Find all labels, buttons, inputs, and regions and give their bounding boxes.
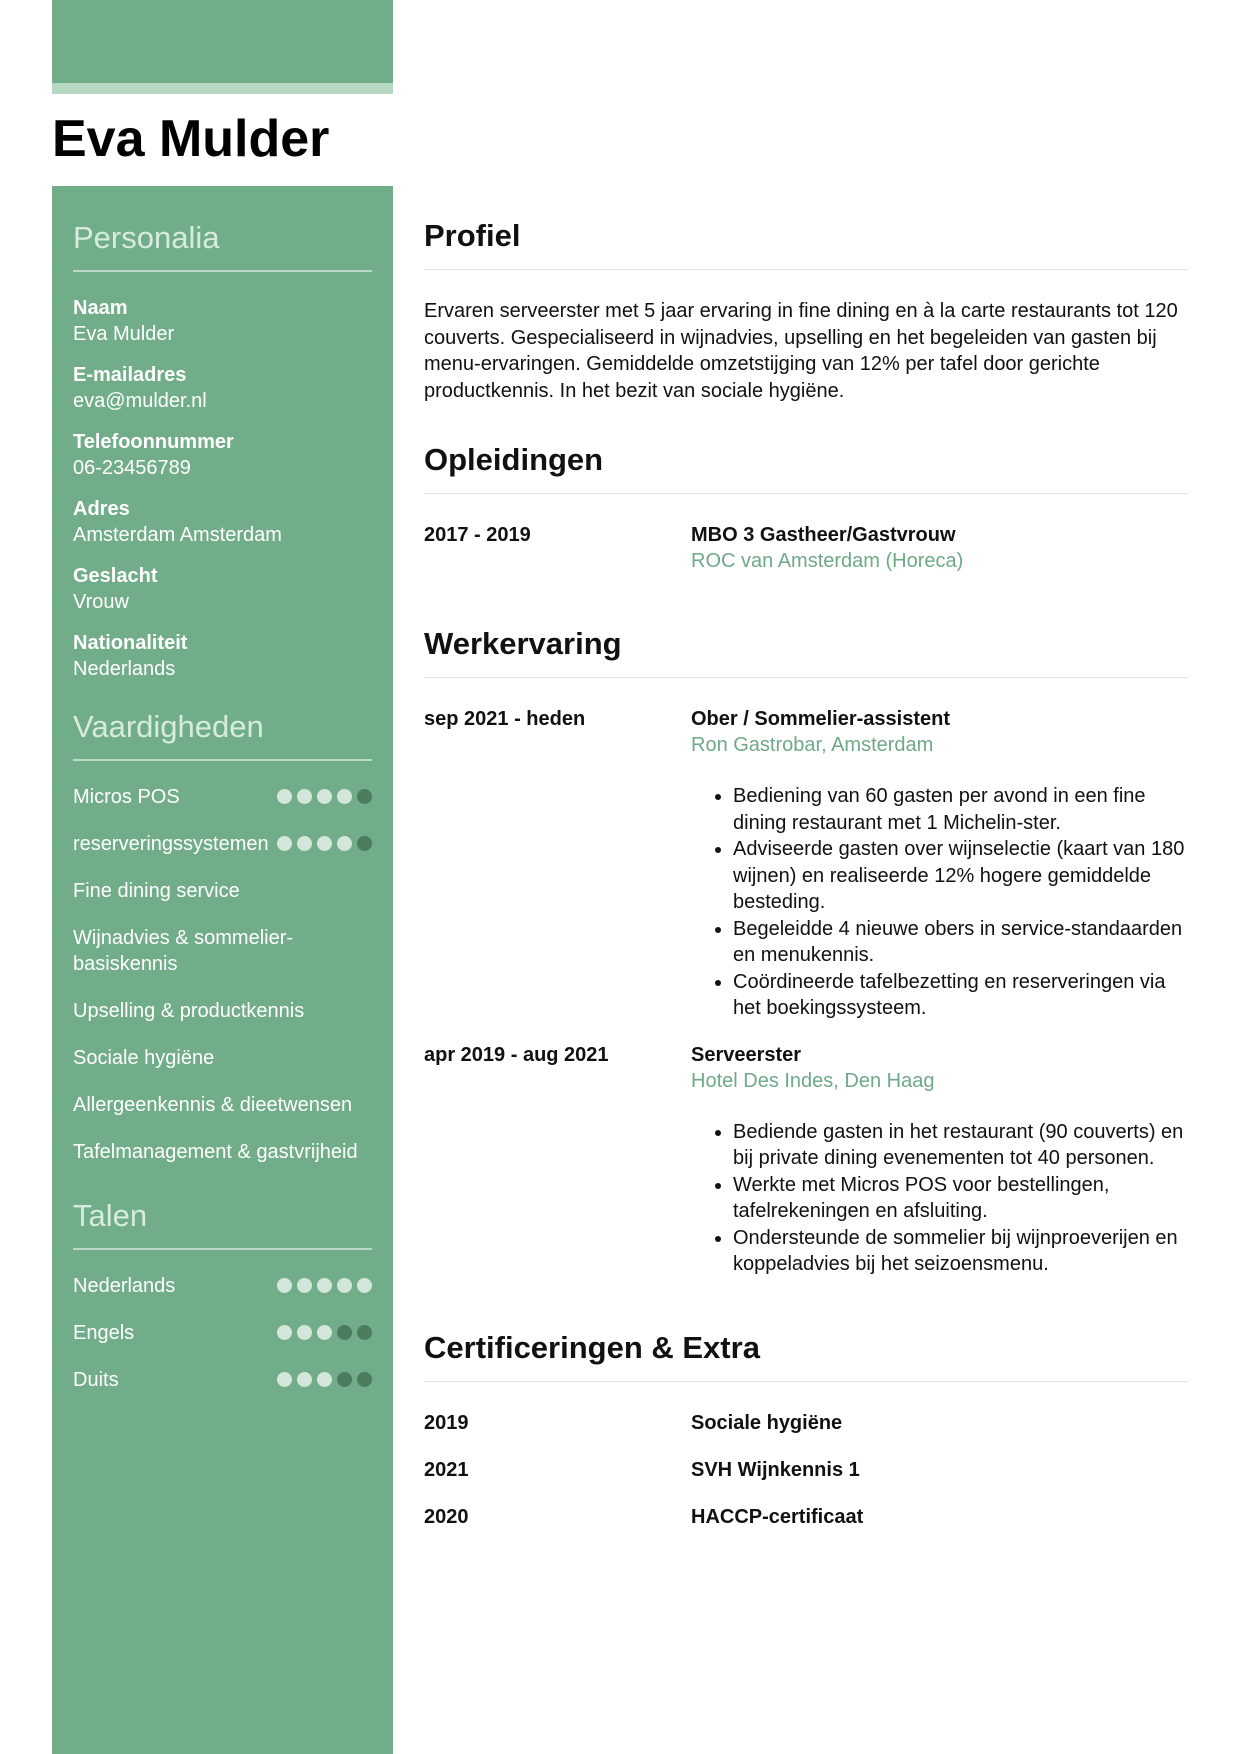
rating-dot-filled	[277, 1325, 292, 1340]
field-value: 06-23456789	[73, 457, 191, 479]
certification-year: 2020	[424, 1505, 469, 1528]
personalia-divider	[73, 270, 372, 272]
entry-title: MBO 3 Gastheer/Gastvrouw	[691, 524, 956, 546]
rating-dot-filled	[357, 1278, 372, 1293]
main-content	[424, 186, 1188, 1551]
entry-subtitle: Hotel Des Indes, Den Haag	[691, 1069, 935, 1092]
header-accent-bar	[52, 0, 393, 83]
rating-dot-filled	[317, 789, 332, 804]
entry-subtitle: Ron Gastrobar, Amsterdam	[691, 734, 934, 756]
rating-dot-filled	[277, 836, 292, 851]
certification-title: Sociale hygiëne	[691, 1411, 843, 1434]
field-value: eva@mulder.nl	[73, 390, 207, 412]
entry-title: Serveerster	[691, 1043, 802, 1066]
certification-title: SVH Wijnkennis 1	[691, 1458, 860, 1481]
skill-item	[73, 998, 372, 1024]
field-name	[73, 295, 372, 347]
skill-item	[73, 831, 372, 857]
field-label: Nationaliteit	[73, 632, 188, 654]
language-item	[73, 1367, 372, 1393]
rating-dot-filled	[337, 789, 352, 804]
skills-heading: Vaardigheden	[73, 709, 264, 744]
skill-item	[73, 878, 372, 904]
rating-dot-empty	[357, 1372, 372, 1387]
sidebar	[52, 186, 393, 1754]
skill-name: Upselling & productkennis	[73, 1000, 305, 1022]
skill-name: Fine dining service	[73, 880, 240, 902]
language-item	[73, 1320, 372, 1346]
language-rating	[277, 1320, 372, 1340]
rating-dot-filled	[317, 836, 332, 851]
candidate-name: Eva Mulder	[52, 110, 330, 168]
skill-name: Wijnadvies & sommelier-basiskennis	[73, 927, 294, 975]
experience-entry	[424, 1042, 1188, 1278]
language-name: Engels	[73, 1322, 135, 1344]
certification-year: 2019	[424, 1411, 469, 1434]
certification-entry	[424, 1410, 1188, 1436]
languages-heading: Talen	[73, 1198, 148, 1233]
languages-divider	[73, 1248, 372, 1250]
skill-item	[73, 1139, 372, 1165]
skill-name: Tafelmanagement & gastvrijheid	[73, 1141, 358, 1163]
education-section	[424, 410, 1188, 574]
skill-name: reserveringssystemen	[73, 833, 269, 855]
rating-dot-empty	[337, 1325, 352, 1340]
field-phone	[73, 429, 372, 481]
field-value: Vrouw	[73, 591, 129, 613]
rating-dot-filled	[277, 1372, 292, 1387]
skills-divider	[73, 759, 372, 761]
profile-divider	[424, 269, 1188, 270]
certification-entry	[424, 1504, 1188, 1530]
field-gender	[73, 563, 372, 615]
bullet-item: • Bediening van 60 gasten per avond in een fine dining restaurant met 1 Michelin-ster.	[733, 783, 1188, 836]
field-label: Adres	[73, 498, 130, 520]
bullet-item: • Bediende gasten in het restaurant (90 couverts) en bij private dining evenementen tot 40 personen.	[733, 1119, 1188, 1172]
bullet-item: • Adviseerde gasten over wijnselectie (kaart van 180 wijnen) en realiseerde 12% hogere gemiddelde besteding.	[733, 836, 1188, 916]
rating-dot-empty	[357, 789, 372, 804]
field-value: Eva Mulder	[73, 323, 175, 345]
rating-dot-empty	[357, 836, 372, 851]
experience-section	[424, 594, 1188, 1278]
education-entry	[424, 522, 1188, 574]
rating-dot-filled	[297, 1278, 312, 1293]
field-label: E-mailadres	[73, 364, 187, 386]
skill-item	[73, 784, 372, 810]
field-value: Nederlands	[73, 658, 176, 680]
skill-item	[73, 1045, 372, 1071]
skill-name: Sociale hygiëne	[73, 1047, 215, 1069]
rating-dot-filled	[297, 836, 312, 851]
rating-dot-filled	[317, 1278, 332, 1293]
profile-text: Ervaren serveerster met 5 jaar ervaring in fine dining en à la carte restaurants tot 120 couverts. Gespecialiseerd in wijnadvies, upselling en het begeleiden van gasten bij menu-ervaringen. Gemiddelde omzetstijging van 12% per tafel door gerichte productkennis. In het bezit van sociale hygiëne.	[424, 300, 1178, 402]
entry-date: 2017 - 2019	[424, 524, 531, 546]
skill-item	[73, 1092, 372, 1118]
profile-heading: Profiel	[424, 218, 521, 253]
rating-dot-filled	[317, 1372, 332, 1387]
field-email	[73, 362, 372, 414]
entry-subtitle: ROC van Amsterdam (Horeca)	[691, 550, 964, 572]
language-name: Nederlands	[73, 1275, 176, 1297]
skill-rating	[277, 831, 372, 851]
field-value: Amsterdam Amsterdam	[73, 524, 282, 546]
certifications-divider	[424, 1381, 1188, 1382]
rating-dot-filled	[277, 789, 292, 804]
rating-dot-filled	[277, 1278, 292, 1293]
rating-dot-filled	[297, 1372, 312, 1387]
field-label: Naam	[73, 297, 128, 319]
profile-section	[424, 186, 1188, 404]
entry-bullets	[691, 1119, 1188, 1278]
bullet-item: • Werkte met Micros POS voor bestellingen, tafelrekeningen en afsluiting.	[733, 1172, 1188, 1225]
experience-entry	[424, 706, 1188, 1022]
field-label: Geslacht	[73, 565, 158, 587]
field-label: Telefoonnummer	[73, 431, 234, 453]
skill-item	[73, 925, 372, 977]
certification-year: 2021	[424, 1458, 469, 1481]
entry-date: sep 2021 - heden	[424, 708, 586, 730]
rating-dot-filled	[337, 836, 352, 851]
entry-body	[691, 706, 1188, 1022]
certification-entry	[424, 1457, 1188, 1483]
rating-dot-empty	[337, 1372, 352, 1387]
entry-title: Ober / Sommelier-assistent	[691, 708, 950, 730]
skill-rating	[277, 784, 372, 804]
certification-title: HACCP-certificaat	[691, 1505, 864, 1528]
rating-dot-filled	[297, 789, 312, 804]
field-nationality	[73, 630, 372, 682]
entry-body	[691, 522, 1188, 574]
bullet-item: • Coördineerde tafelbezetting en reserveringen via het boekingssysteem.	[733, 969, 1188, 1022]
experience-heading: Werkervaring	[424, 626, 622, 661]
entry-body	[691, 1042, 1188, 1278]
language-name: Duits	[73, 1369, 119, 1391]
rating-dot-filled	[337, 1278, 352, 1293]
bullet-item: • Begeleidde 4 nieuwe obers in service-standaarden en menukennis.	[733, 916, 1188, 969]
experience-divider	[424, 677, 1188, 678]
personalia-heading: Personalia	[73, 220, 220, 255]
rating-dot-filled	[317, 1325, 332, 1340]
education-heading: Opleidingen	[424, 442, 604, 477]
language-rating	[277, 1273, 372, 1293]
skill-name: Allergeenkennis & dieetwensen	[73, 1094, 353, 1116]
rating-dot-filled	[297, 1325, 312, 1340]
rating-dot-empty	[357, 1325, 372, 1340]
entry-date: apr 2019 - aug 2021	[424, 1043, 609, 1066]
education-divider	[424, 493, 1188, 494]
field-address	[73, 496, 372, 548]
language-item	[73, 1273, 372, 1299]
language-rating	[277, 1367, 372, 1387]
certifications-section	[424, 1298, 1188, 1530]
certifications-heading: Certificeringen & Extra	[424, 1329, 760, 1365]
entry-bullets	[691, 783, 1188, 1022]
bullet-item: • Ondersteunde de sommelier bij wijnproeverijen en koppeladvies bij het seizoensmenu.	[733, 1225, 1188, 1278]
skill-name: Micros POS	[73, 786, 180, 808]
header-accent-strip	[52, 83, 393, 94]
